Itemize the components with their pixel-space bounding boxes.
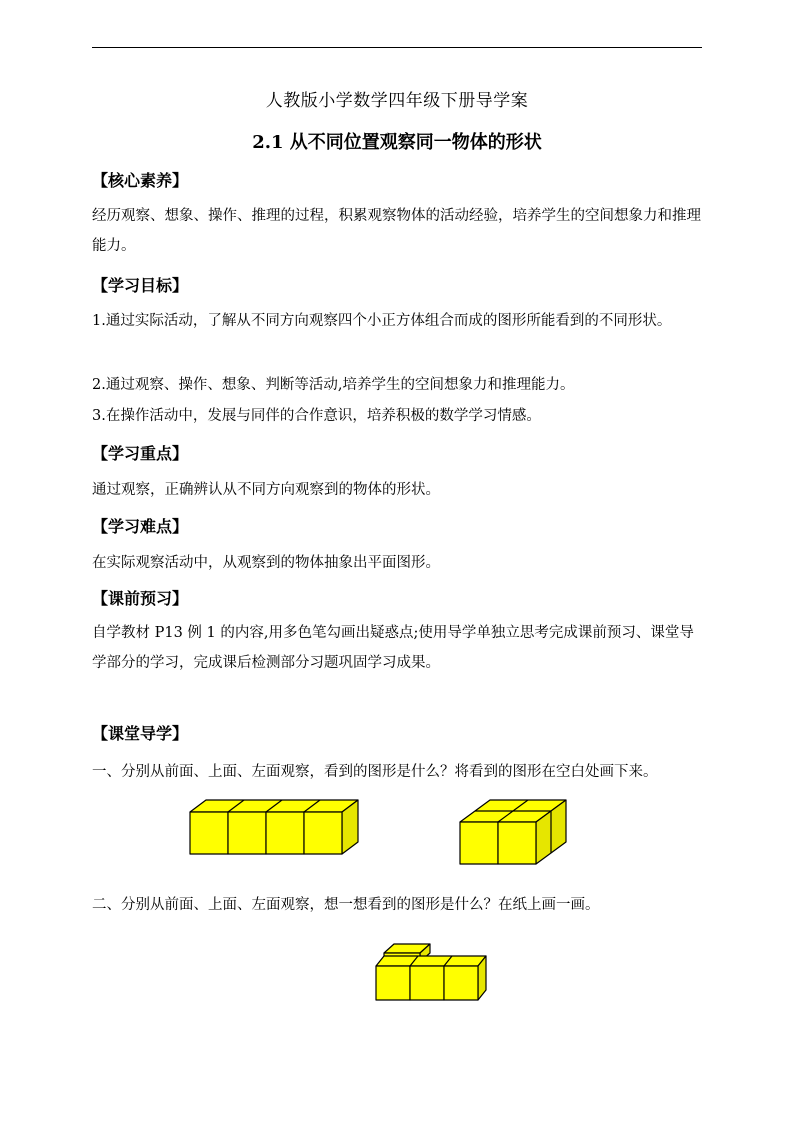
cube-front-face	[304, 812, 342, 854]
cube-front-face	[190, 812, 228, 854]
cube-top-face	[376, 956, 486, 966]
cube-row-figure	[186, 796, 364, 858]
cube-front-face	[410, 966, 444, 1000]
difficult-text: 在实际观察活动中，从观察到的物体抽象出平面图形。	[92, 555, 440, 571]
heading-key: 【学习重点】	[92, 444, 189, 463]
lesson-title: 2.1 从不同位置观察同一物体的形状	[252, 132, 542, 153]
cube-front-face	[376, 966, 410, 1000]
document-header: 人教版小学数学四年级下册导学案	[265, 91, 529, 111]
cube-front-face	[498, 822, 536, 864]
question-1: 一、分别从前面、上面、左面观察，看到的图形是什么？将看到的图形在空白处画下来。	[92, 764, 658, 780]
goal-item-1: 1.通过实际活动，了解从不同方向观察四个小正方体组合而成的图形所能看到的不同形状。	[92, 313, 672, 329]
heading-preview: 【课前预习】	[92, 589, 189, 608]
cube-front-face	[460, 822, 498, 864]
cube-block-figure	[456, 796, 568, 868]
goal-item-2: 2.通过观察、操作、想象、判断等活动,培养学生的空间想象力和推理能力。	[92, 377, 575, 393]
header-rule	[92, 47, 702, 48]
key-text: 通过观察，正确辨认从不同方向观察到的物体的形状。	[92, 482, 440, 498]
question-2: 二、分别从前面、上面、左面观察，想一想看到的图形是什么？在纸上画一画。	[92, 897, 600, 913]
cube-front-face	[228, 812, 266, 854]
heading-classroom: 【课堂导学】	[92, 724, 189, 743]
heading-goals: 【学习目标】	[92, 276, 189, 295]
cube-front-face	[444, 966, 478, 1000]
cube-l-shape-figure	[372, 940, 490, 1004]
cube-front-face	[266, 812, 304, 854]
heading-difficult: 【学习难点】	[92, 517, 189, 536]
heading-core: 【核心素养】	[92, 171, 189, 190]
goal-item-3: 3.在操作活动中，发展与同伴的合作意识，培养积极的数学学习情感。	[92, 408, 541, 424]
core-text: 经历观察、想象、操作、推理的过程，积累观察物体的活动经验，培养学生的空间想象力和推理能力。	[92, 208, 701, 254]
preview-text: 自学教材 P13 例 1 的内容,用多色笔勾画出疑惑点;使用导学单独立思考完成课前预习、课堂导学部分的学习，完成课后检测部分习题巩固学习成果。	[92, 625, 694, 671]
